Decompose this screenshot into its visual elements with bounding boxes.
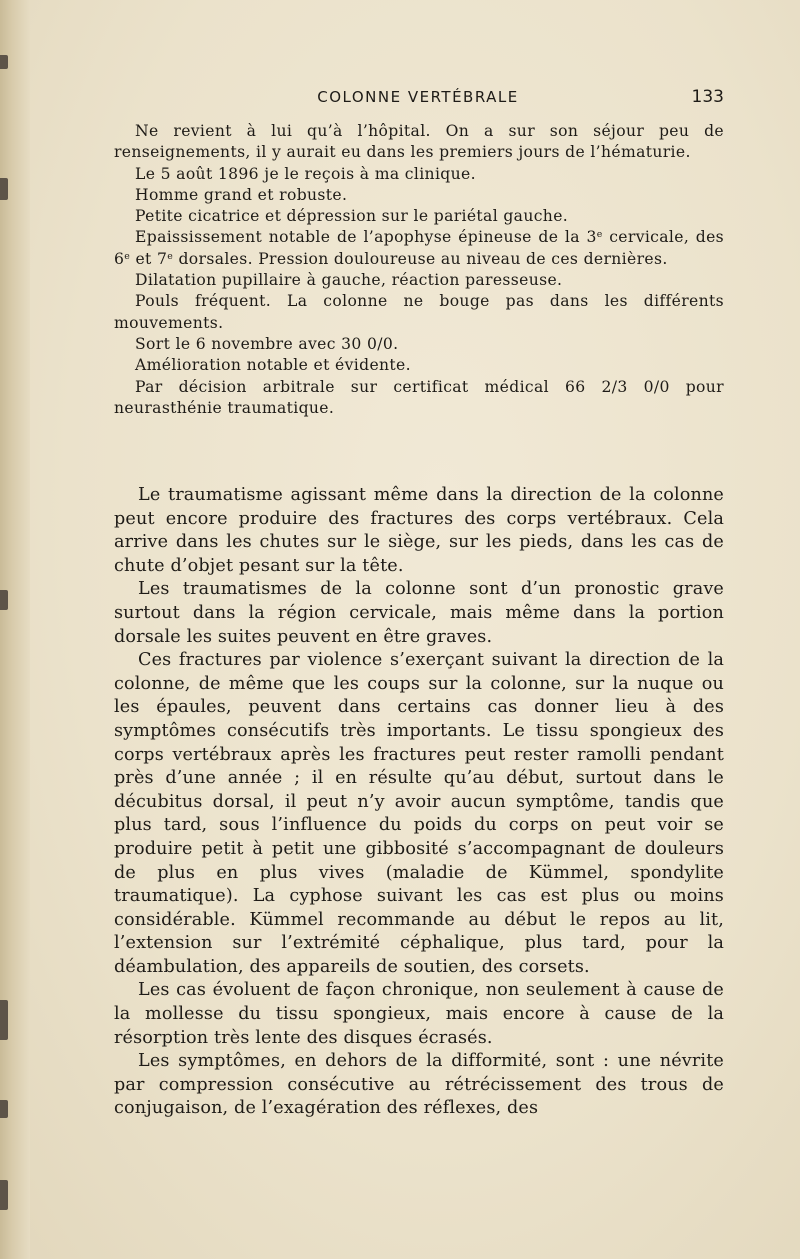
paragraph: Les cas évoluent de façon chronique, non seulement à cause de la mollesse du tissu spongieux, mais encore à cause de la résorption très lente des disques écrasés. <box>114 980 724 1048</box>
case-note: Par décision arbitrale sur certificat médical 66 2/3 0/0 pour neurasthénie traumatique. <box>114 377 724 417</box>
case-note: Homme grand et robuste. <box>135 185 348 204</box>
case-note: Sort le 6 novembre avec 30 0/0. <box>135 334 399 353</box>
paragraph: Les traumatismes de la colonne sont d’un pronostic grave surtout dans la région cervicale, mais même dans la portion dorsale les suites peuvent en être graves. <box>114 579 724 647</box>
case-notes <box>114 121 724 419</box>
case-note: Amélioration notable et évidente. <box>135 356 411 375</box>
case-note: Pouls fréquent. La colonne ne bouge pas dans les différents mouvements. <box>114 292 724 332</box>
main-text <box>114 484 724 1121</box>
running-title: COLONNE VERTÉBRALE <box>317 88 519 106</box>
case-note: Petite cicatrice et dépression sur le pariétal gauche. <box>135 207 569 226</box>
paragraph: Ces fractures par violence s’exerçant suivant la direction de la colonne, de même que les coups sur la colonne, sur la nuque ou les épaules, peuvent dans certains cas donner lieu à des symptômes consécutifs très importants. Le tissu spongieux des corps vertébraux après les fractures peut rester ramolli pendant près d’une année ; il en résulte qu’au début, surtout dans le décubitus dorsal, il peut n’y avoir aucun symptôme, tandis que plus tard, sous l’influence du poids du corps on peut voir se produire petit à petit une gibbosité s’accompagnant de douleurs de plus en plus vives (maladie de Kümmel, spondylite traumatique). La cyphose suivant les cas est plus ou moins considérable. Kümmel recommande au début le repos au lit, l’extension sur l’extrémité céphalique, plus tard, pour la déambulation, des appareils de soutien, des corsets. <box>114 650 724 977</box>
case-note: Le 5 août 1896 je le reçois à ma clinique. <box>135 164 476 183</box>
binding-edge-marks <box>0 0 14 1259</box>
paragraph: Les symptômes, en dehors de la difformité, sont : une névrite par compression consécutive au rétrécissement des trous de conjugaison, de l’exagération des réflexes, des <box>114 1051 724 1119</box>
case-note: Ne revient à lui qu’à l’hôpital. On a sur son séjour peu de renseignements, il y aurait eu dans les premiers jours de l’hématurie. <box>114 122 724 162</box>
case-note: Dilatation pupillaire à gauche, réaction paresseuse. <box>135 271 563 290</box>
running-header <box>112 86 724 110</box>
paragraph: Le traumatisme agissant même dans la direction de la colonne peut encore produire des fractures des corps vertébraux. Cela arrive dans les chutes sur le siège, sur les pieds, dans les cas de chute d’objet pesant sur la tête. <box>114 485 724 576</box>
case-note-epaississement: Epaississement notable de l’apophyse épineuse de la 3e cervicale, des 6e et 7e dorsales. Pression douloureuse au niveau de ces dernières. <box>114 228 725 268</box>
page-number: 133 <box>691 87 724 107</box>
